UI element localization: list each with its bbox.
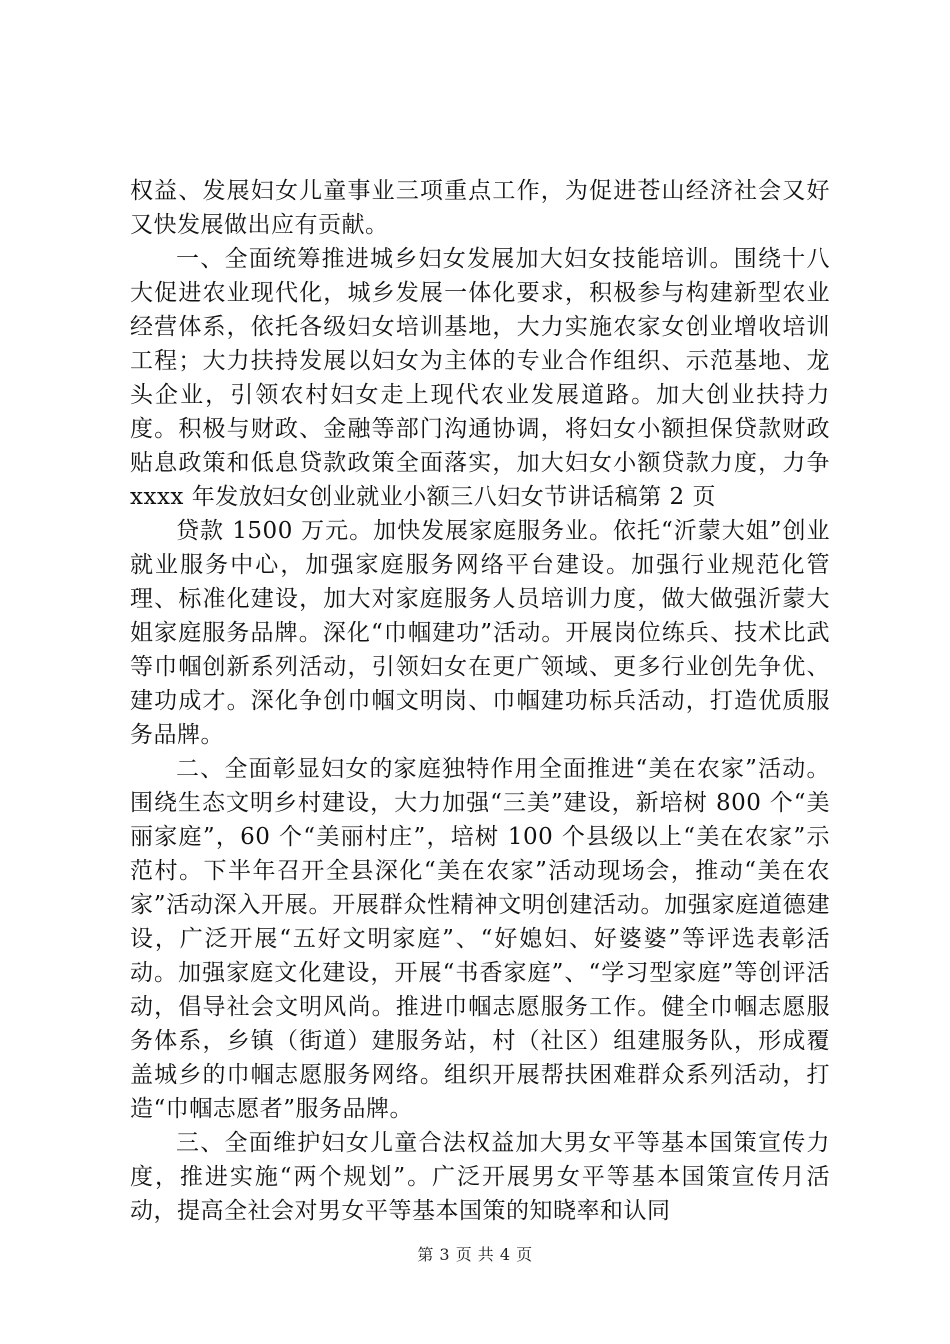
paragraph-section-three: 三、全面维护妇女儿童合法权益加大男女平等基本国策宣传力度，推进实施“两个规划”。广泛开展男女平等基本国策宣传月活动，提高全社会对男女平等基本国策的知晓率和认同 xyxy=(130,1130,830,1224)
paragraph-loan: 贷款 1500 万元。加快发展家庭服务业。依托“沂蒙大姐”创业就业服务中心，加强家庭服务网络平台建设。加强行业规范化管理、标准化建设，加大对家庭服务人员培训力度，做大做强沂蒙大姐家庭服务品牌。深化“巾帼建功”活动。开展岗位练兵、技术比武等巾帼创新系列活动，引领妇女在更广领域、更多行业创先争优、建功成才。深化争创巾帼文明岗、巾帼建功标兵活动，打造优质服务品牌。 xyxy=(130,518,830,748)
paragraph-section-two: 二、全面彰显妇女的家庭独特作用全面推进“美在农家”活动。围绕生态文明乡村建设，大力加强“三美”建设，新培树 800 个“美丽家庭”，60 个“美丽村庄”，培树 100 个县级以上“美在农家”示范村。下半年召开全县深化“美在农家”活动现场会，推动“美在农家”活动深入开展。开展群众性精神文明创建活动。加强家庭道德建设，广泛开展“五好文明家庭”、“好媳妇、好婆婆”等评选表彰活动。加强家庭文化建设，开展“书香家庭”、“学习型家庭”等创评活动，倡导社会文明风尚。推进巾帼志愿服务工作。健全巾帼志愿服务体系，乡镇（街道）建服务站，村（社区）组建服务队，形成覆盖城乡的巾帼志愿服务网络。组织开展帮扶困难群众系列活动，打造“巾帼志愿者”服务品牌。 xyxy=(130,756,830,1122)
document-body xyxy=(130,174,830,1228)
page-footer: 第 3 页 共 4 页 xyxy=(417,1245,533,1264)
paragraph-section-one: 一、全面统筹推进城乡妇女发展加大妇女技能培训。围绕十八大促进农业现代化，城乡发展一体化要求，积极参与构建新型农业经营体系，依托各级妇女培训基地，大力实施农家女创业增收培训工程；大力扶持发展以妇女为主体的专业合作组织、示范基地、龙头企业，引领农村妇女走上现代农业发展道路。加大创业扶持力度。积极与财政、金融等部门沟通协调，将妇女小额担保贷款财政贴息政策和低息贷款政策全面落实，加大妇女小额贷款力度，力争 xxxx 年发放妇女创业就业小额三八妇女节讲话稿第 2 页 xyxy=(130,246,830,510)
paragraph-continuation: 权益、发展妇女儿童事业三项重点工作，为促进苍山经济社会又好又快发展做出应有贡献。 xyxy=(130,178,830,238)
